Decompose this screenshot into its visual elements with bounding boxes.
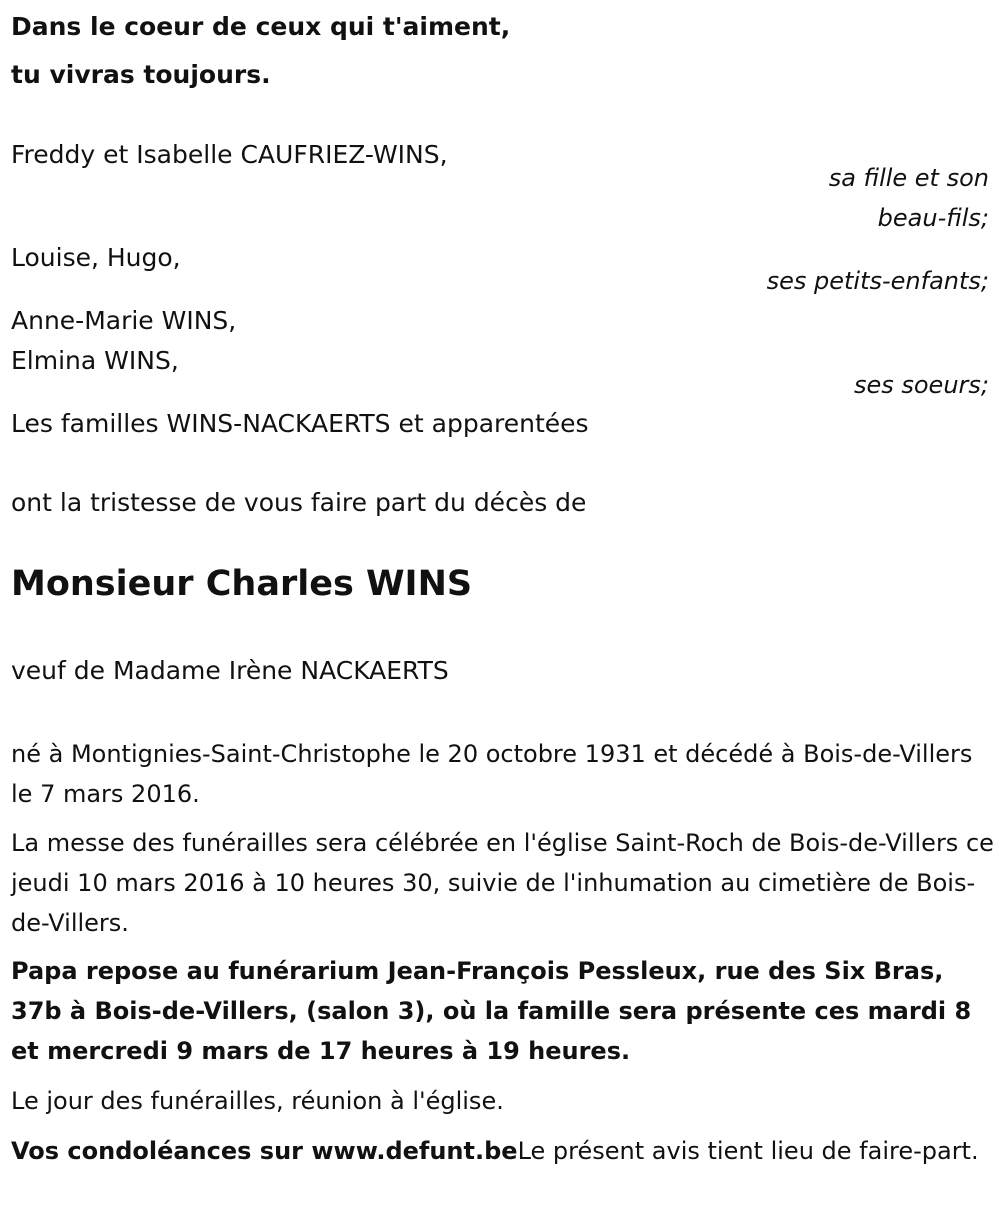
notice-text: Le présent avis tient lieu de faire-part. — [517, 1137, 979, 1165]
daughter-relation-line-2: beau-fils; — [877, 204, 989, 232]
family-grandchildren: Louise, Hugo, — [11, 243, 181, 272]
announcement-text: ont la tristesse de vous faire part du décès de — [11, 488, 587, 517]
motto-line-2: tu vivras toujours. — [11, 60, 271, 89]
sisters-relation: ses soeurs; — [853, 371, 989, 399]
funeral-mass-paragraph: La messe des funérailles sera célébrée en l'église Saint-Roch de Bois-de-Villers ce jeudi 10 mars 2016 à 10 heures 30, suivie de l'inhumation au cimetière de Bois-de-Villers. — [11, 829, 994, 937]
funerarium-paragraph: Papa repose au funérarium Jean-François Pessleux, rue des Six Bras, 37b à Bois-de-Villers, (salon 3), où la famille sera présente ces mardi 8 et mercredi 9 mars de 17 heures à 19 heures. — [11, 957, 972, 1065]
condolences-text: Vos condoléances sur www.defunt.be — [11, 1137, 518, 1165]
birth-death-paragraph: né à Montignies-Saint-Christophe le 20 octobre 1931 et décédé à Bois-de-Villers le 7 mars 2016. — [11, 740, 973, 808]
motto-line-1: Dans le coeur de ceux qui t'aiment, — [11, 12, 511, 41]
family-sister-2: Elmina WINS, — [11, 346, 179, 375]
widower-line: veuf de Madame Irène NACKAERTS — [11, 656, 449, 685]
grandchildren-relation: ses petits-enfants; — [766, 267, 989, 295]
footer-paragraph — [11, 1131, 996, 1171]
meeting-paragraph: Le jour des funérailles, réunion à l'église. — [11, 1087, 504, 1115]
deceased-name: Monsieur Charles WINS — [11, 564, 473, 604]
daughter-relation-line-1: sa fille et son — [828, 164, 989, 192]
family-related: Les familles WINS-NACKAERTS et apparentées — [11, 409, 589, 438]
family-daughter: Freddy et Isabelle CAUFRIEZ-WINS, — [11, 140, 448, 169]
family-sister-1: Anne-Marie WINS, — [11, 306, 237, 335]
